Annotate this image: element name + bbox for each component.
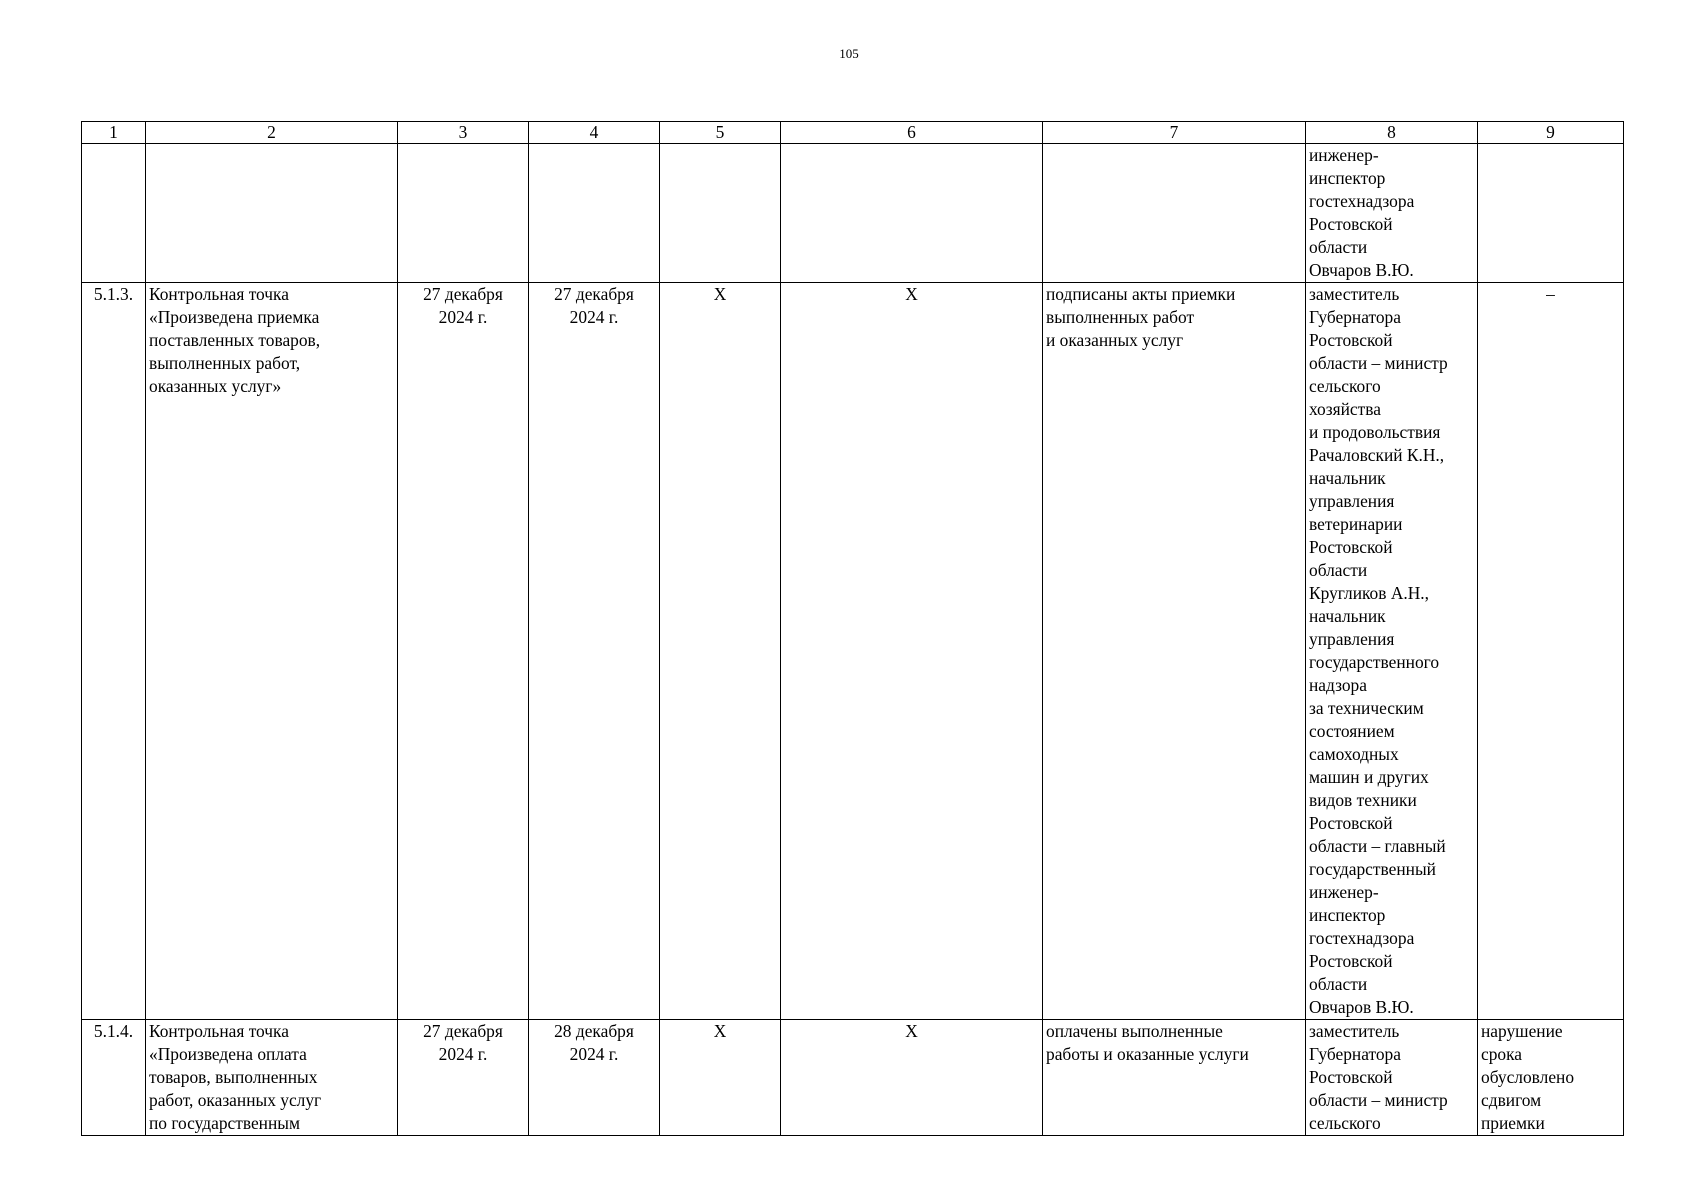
cell-text-line: подписаны акты приемки: [1046, 284, 1236, 304]
cell-text-line: инженер-: [1309, 882, 1379, 902]
note-cell: [1478, 283, 1624, 1020]
item-number-cell: 5.1.3.: [82, 283, 146, 1020]
column-number-row: [82, 122, 1624, 144]
cell-text-line: сельского: [1309, 1113, 1381, 1133]
cell-text-line: работы и оказанные услуги: [1046, 1044, 1249, 1064]
cell-text-line: 27 декабря: [554, 284, 634, 304]
cell-text-line: Контрольная точка: [149, 1021, 289, 1041]
cell-text-line: оплачены выполненные: [1046, 1021, 1223, 1041]
cell-text-line: начальник: [1309, 606, 1386, 626]
cell-text-line: выполненных работ,: [149, 353, 301, 373]
cell-text-line: выполненных работ: [1046, 307, 1195, 327]
cell-text-line: состоянием: [1309, 721, 1395, 741]
cell-text-line: 2024 г.: [569, 1044, 619, 1064]
cell-text-line: Ростовской: [1309, 813, 1393, 833]
cell-text-line: и продовольствия: [1309, 422, 1441, 442]
cell-text-line: инженер-: [1309, 145, 1379, 165]
cell-text-line: видов техники: [1309, 790, 1417, 810]
result-cell: [1043, 144, 1306, 283]
cell-text-line: срока: [1481, 1044, 1523, 1064]
cell-text-line: области: [1309, 974, 1368, 994]
cell-text-line: 27 декабря: [423, 1021, 503, 1041]
cell-text-line: управления: [1309, 491, 1395, 511]
cell-text-line: Контрольная точка: [149, 284, 289, 304]
column-6-cell: Х: [781, 1020, 1043, 1136]
cell-text-line: работ, оказанных услуг: [149, 1090, 322, 1110]
cell-text-line: 27 декабря: [423, 284, 503, 304]
cell-text-line: гостехнадзора: [1309, 928, 1415, 948]
responsible-cell: [1306, 283, 1478, 1020]
item-number-cell: 5.1.4.: [82, 1020, 146, 1136]
column-5-cell: [660, 144, 781, 283]
cell-text-line: заместитель: [1309, 284, 1400, 304]
column-number: 3: [398, 122, 529, 144]
cell-text-line: Губернатора: [1309, 1044, 1401, 1064]
actual-date-cell: [529, 1020, 660, 1136]
cell-text-line: инспектор: [1309, 168, 1386, 188]
column-number: 1: [82, 122, 146, 144]
cell-text-line: надзора: [1309, 675, 1367, 695]
cell-text-line: приемки: [1481, 1113, 1545, 1133]
cell-text-line: инспектор: [1309, 905, 1386, 925]
cell-text-line: по государственным: [149, 1113, 300, 1133]
responsible-cell: [1306, 144, 1478, 283]
column-6-cell: Х: [781, 283, 1043, 1020]
cell-text-line: оказанных услуг»: [149, 376, 282, 396]
column-number: 6: [781, 122, 1043, 144]
cell-text-line: области – главный: [1309, 836, 1446, 856]
column-number: 2: [146, 122, 398, 144]
cell-text-line: Кругликов А.Н.,: [1309, 583, 1429, 603]
control-point-cell: [146, 283, 398, 1020]
cell-text-line: 2024 г.: [438, 1044, 488, 1064]
cell-text-line: самоходных: [1309, 744, 1399, 764]
column-number: 4: [529, 122, 660, 144]
cell-text-line: Ростовской: [1309, 1067, 1393, 1087]
cell-text-line: Рачаловский К.Н.,: [1309, 445, 1445, 465]
cell-text-line: 28 декабря: [554, 1021, 634, 1041]
planned-date-cell: [398, 144, 529, 283]
cell-text-line: области: [1309, 560, 1368, 580]
planned-date-cell: [398, 1020, 529, 1136]
table-row: [82, 283, 1624, 1020]
column-number: 7: [1043, 122, 1306, 144]
cell-text-line: Ростовской: [1309, 537, 1393, 557]
cell-text-line: заместитель: [1309, 1021, 1400, 1041]
cell-text-line: за техническим: [1309, 698, 1424, 718]
note-cell: [1478, 144, 1624, 283]
cell-text-line: ветеринарии: [1309, 514, 1403, 534]
column-5-cell: Х: [660, 1020, 781, 1136]
cell-text-line: Губернатора: [1309, 307, 1401, 327]
cell-text-line: области – министр: [1309, 1090, 1448, 1110]
actual-date-cell: [529, 144, 660, 283]
column-6-cell: [781, 144, 1043, 283]
cell-text-line: гостехнадзора: [1309, 191, 1415, 211]
note-cell: [1478, 1020, 1624, 1136]
cell-text-line: государственного: [1309, 652, 1440, 672]
column-5-cell: Х: [660, 283, 781, 1020]
cell-text-line: государственный: [1309, 859, 1436, 879]
cell-text-line: машин и других: [1309, 767, 1429, 787]
cell-text-line: Ростовской: [1309, 330, 1393, 350]
table-row: [82, 1020, 1624, 1136]
cell-text-line: 2024 г.: [569, 307, 619, 327]
cell-text-line: области: [1309, 237, 1368, 257]
control-point-cell: [146, 144, 398, 283]
table-row: [82, 144, 1624, 283]
result-cell: [1043, 1020, 1306, 1136]
planned-date-cell: [398, 283, 529, 1020]
cell-text-line: –: [1546, 284, 1555, 304]
actual-date-cell: [529, 283, 660, 1020]
cell-text-line: Ростовской: [1309, 214, 1393, 234]
cell-text-line: «Произведена приемка: [149, 307, 320, 327]
control-point-cell: [146, 1020, 398, 1136]
control-points-table: [81, 121, 1624, 1136]
responsible-cell: [1306, 1020, 1478, 1136]
column-number: 8: [1306, 122, 1478, 144]
cell-text-line: 2024 г.: [438, 307, 488, 327]
item-number-cell: [82, 144, 146, 283]
result-cell: [1043, 283, 1306, 1020]
cell-text-line: сельского: [1309, 376, 1381, 396]
cell-text-line: обусловлено: [1481, 1067, 1575, 1087]
column-number: 5: [660, 122, 781, 144]
column-number: 9: [1478, 122, 1624, 144]
cell-text-line: Ростовской: [1309, 951, 1393, 971]
cell-text-line: Овчаров В.Ю.: [1309, 997, 1414, 1017]
cell-text-line: нарушение: [1481, 1021, 1563, 1041]
cell-text-line: начальник: [1309, 468, 1386, 488]
cell-text-line: «Произведена оплата: [149, 1044, 307, 1064]
cell-text-line: Овчаров В.Ю.: [1309, 260, 1414, 280]
cell-text-line: управления: [1309, 629, 1395, 649]
cell-text-line: и оказанных услуг: [1046, 330, 1184, 350]
page-number: 105: [839, 46, 859, 61]
cell-text-line: области – министр: [1309, 353, 1448, 373]
cell-text-line: сдвигом: [1481, 1090, 1542, 1110]
cell-text-line: товаров, выполненных: [149, 1067, 318, 1087]
cell-text-line: хозяйства: [1309, 399, 1381, 419]
cell-text-line: поставленных товаров,: [149, 330, 321, 350]
